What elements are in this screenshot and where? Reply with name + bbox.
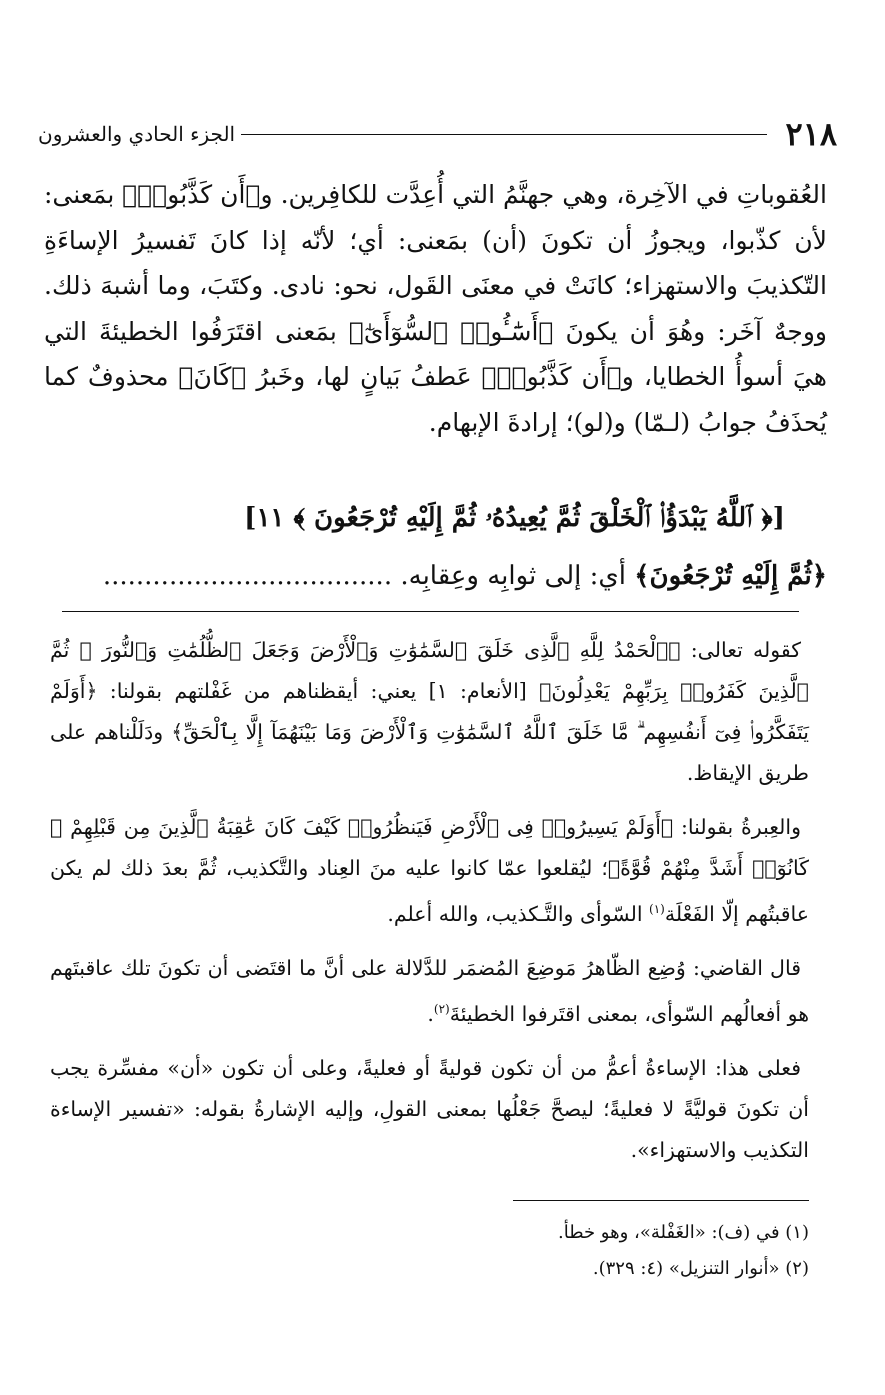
main-divider <box>62 611 799 612</box>
footnote-1: (١) في (ف): «الغَفْلة»، وهو خطأ. <box>557 1222 809 1243</box>
footnote-2: (٢) «أنوار التنزيل» (٤: ٣٢٩). <box>592 1258 809 1279</box>
page-header <box>38 112 837 156</box>
page-number: ٢١٨ <box>785 115 837 153</box>
verse-explanation-text: أي: إلى ثوابِه وعِقابِه. <box>400 561 626 591</box>
leader-dots: ................................... <box>102 561 393 591</box>
gloss-paragraph <box>50 948 809 1035</box>
gloss-paragraph: فعلى هذا: الإساءةُ أعمُّ من أن تكون قوليةً أو فعليةً، وعلى أن تكون «أن» مفسِّرة يجب أن تكونَ قوليَّةً لا فعليةً؛ ليصحَّ جَعْلُها بمعنى القولِ، وإليه الإشارةُ بقوله: «تفسير الإساءة التكذيب والاستهزاء». <box>50 1055 809 1162</box>
commentary-paragraph: العُقوباتِ في الآخِرة، وهي جهنَّمُ التي أُعِدَّت للكافِرين. و﴿أَن كَذَّبُوا۟﴾ بمَعنى: لأن كذّبوا، ويجوزُ أن تكونَ (أن) بمَعنى: أي؛ لأنّه إذا كانَ تَفسيرُ الإساءَةِ التّكذيبَ والاستهزاء؛ كانَتْ في معنَى القَول، نحو: نادى. وكتَبَ، وما أشبهَ ذلك. ووجهٌ آخَر: وهُوَ أن يكونَ ﴿أَسَٰٓـُٔوا۟ ٱلسُّوٓأَىٰٓ﴾ بمَعنى اقتَرَفُوا الخطيئةَ التي هيَ أسوأُ الخطايا، و﴿أَن كَذَّبُوا۟﴾ عَطفُ بَيانٍ لها، وخَبرُ ﴿كَانَ﴾ محذوفٌ كما يُحذَفُ جوابُ (لـمّا) و(لو)؛ إرادةَ الإبهام. <box>44 180 827 437</box>
verse-explanation <box>44 552 827 600</box>
commentary-text <box>44 172 827 445</box>
gloss-paragraph-tail: السّوأى والتَّـكذيب، والله أعلم. <box>387 901 650 926</box>
footnote-marker: (١) <box>649 902 665 916</box>
verse-explanation-quote: ﴿ثُمَّ إِلَيْهِ تُرْجَعُونَ﴾ <box>634 561 827 591</box>
part-title: الجزء الحادي والعشرون <box>38 122 236 146</box>
header-rule <box>241 134 767 135</box>
gloss-paragraph <box>50 807 809 935</box>
gloss-paragraph: كقوله تعالى: ﴿ٱلْحَمْدُ لِلَّهِ ٱلَّذِى خَلَقَ ٱلسَّمَٰوَٰتِ وَٱلْأَرْضَ وَجَعَلَ ٱلظُّلُمَٰتِ وَٱلنُّورَ ۖ ثُمَّ ٱلَّذِينَ كَفَرُوا۟ بِرَبِّهِمْ يَعْدِلُونَ﴾ [الأنعام: ١] يعني: أيقظناهم من غَفْلتهم بقولنا: ﴿أَوَلَمْ يَتَفَكَّرُوا۟ فِىٓ أَنفُسِهِم ۗ مَّا خَلَقَ ٱللَّهُ ٱلسَّمَٰوَٰتِ وَٱلْأَرْضَ وَمَا بَيْنَهُمَآ إِلَّا بِٱلْحَقِّ﴾ ودَلَلْناهم على طريق الإيقاظ. <box>50 638 809 785</box>
gloss-paragraph-tail: . <box>427 1001 434 1026</box>
gloss-text <box>50 630 809 1184</box>
footnotes <box>300 1215 809 1287</box>
gloss-paragraph-text: والعِبرةُ بقولنا: ﴿أَوَلَمْ يَسِيرُوا۟ فِى ٱلْأَرْضِ فَيَنظُرُوا۟ كَيْفَ كَانَ عَٰقِبَةُ ٱلَّذِينَ مِن قَبْلِهِمْ ۚ كَانُوٓا۟ أَشَدَّ مِنْهُمْ قُوَّةً﴾؛ ليُقلعوا عمّا كانوا عليه منَ العِناد والتَّكذيب، ثُمَّ بعدَ ذلك لم يكن عاقبتُهم إلّا الفَعْلَة <box>50 815 809 926</box>
gloss-paragraph-text: قال القاضي: وُضِع الظّاهرُ مَوضِعَ المُضمَر للدَّلالة على أنَّ ما اقتَضى أن تكونَ تلك عاقبتَهم هو أفعالُهم السّوأى، بمعنى اقتَرفوا الخطيئةَ <box>50 955 809 1026</box>
quran-verse: [﴿ ٱللَّهُ يَبْدَؤُا۟ ٱلْخَلْقَ ثُمَّ يُعِيدُهُۥ ثُمَّ إِلَيْهِ تُرْجَعُونَ ﴾ ١١] <box>244 503 785 533</box>
footnote-marker: (٢) <box>433 1001 450 1016</box>
verse-block <box>44 494 827 610</box>
footnote-divider <box>513 1200 809 1201</box>
